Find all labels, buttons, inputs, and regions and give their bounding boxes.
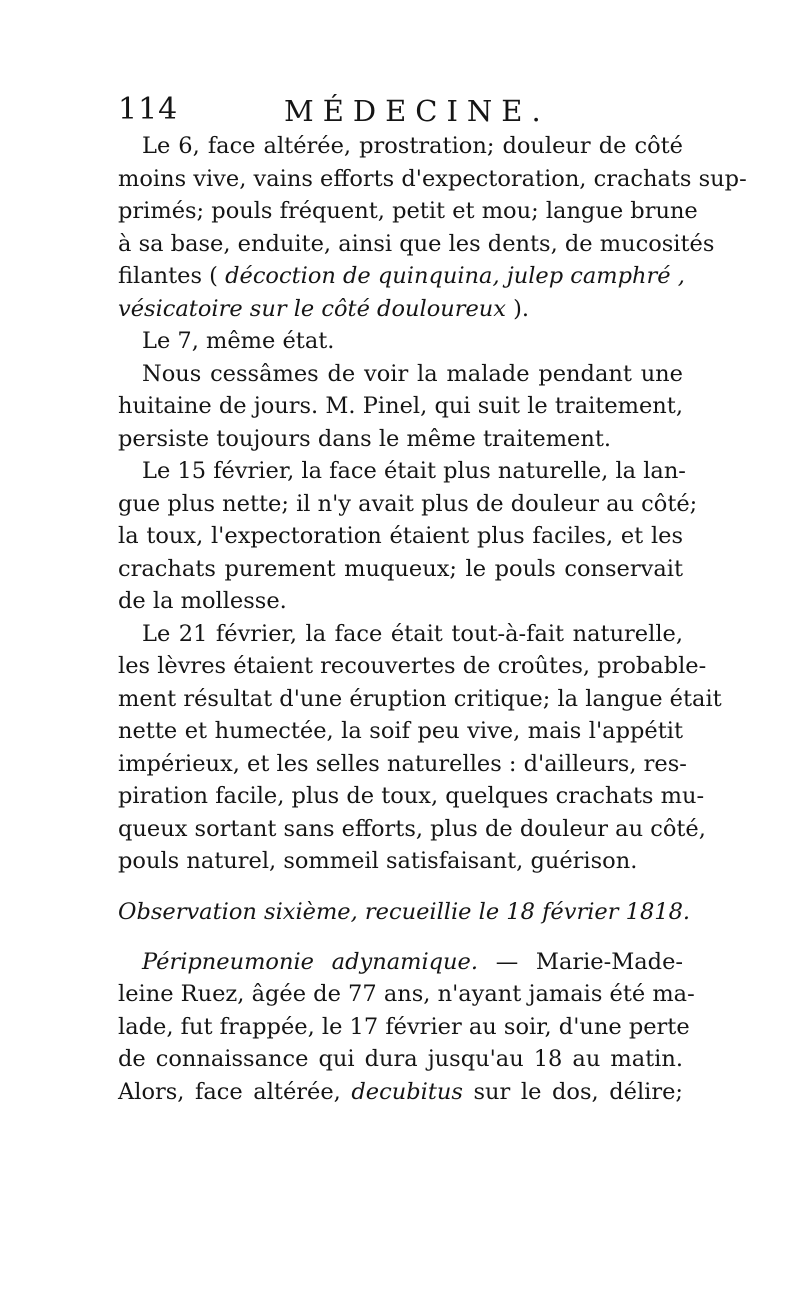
italic-span: decubitus bbox=[351, 1078, 463, 1105]
text-line: persiste toujours dans le même traitement. bbox=[118, 425, 612, 452]
text-line: Nous cessâmes de voir la malade pendant une bbox=[142, 360, 683, 387]
text-line: Le 6, face altérée, prostration; douleur de côté bbox=[142, 133, 683, 159]
text-span: sur le dos, délire; bbox=[462, 1078, 683, 1105]
text-line: Le 15 février, la face était plus naturelle, la lan- bbox=[142, 458, 686, 484]
page-number: 114 bbox=[118, 92, 179, 127]
text-line: piration facile, plus de toux, quelques crachats mu- bbox=[118, 783, 705, 809]
text-line bbox=[118, 1076, 683, 1109]
text-line: la toux, l'expectoration étaient plus faciles, et les bbox=[118, 523, 683, 549]
paragraph bbox=[118, 130, 747, 325]
text-line: huitaine de jours. M. Pinel, qui suit le traitement, bbox=[118, 393, 683, 419]
text-line: impérieux, et les selles naturelles : d'ailleurs, res- bbox=[118, 750, 687, 777]
paragraph bbox=[118, 455, 698, 618]
text-line: queux sortant sans efforts, plus de douleur au côté, bbox=[118, 815, 706, 842]
running-head: MÉDECINE. bbox=[284, 94, 550, 128]
paragraph bbox=[118, 946, 695, 1109]
text-line: lade, fut frappée, le 17 février au soir, d'une perte bbox=[118, 1013, 690, 1040]
text-line: pouls naturel, sommeil satisfaisant, guérison. bbox=[118, 848, 638, 874]
text-line: Le 7, même état. bbox=[142, 328, 335, 354]
text-line bbox=[118, 260, 683, 293]
text-line: de la mollesse. bbox=[118, 588, 287, 614]
text-line bbox=[118, 946, 683, 979]
spacer bbox=[118, 878, 683, 892]
body-text bbox=[118, 130, 747, 1108]
italic-span: vésicatoire sur le côté douloureux bbox=[118, 295, 506, 322]
text-span: — Marie-Made- bbox=[478, 948, 683, 975]
spacer bbox=[118, 932, 683, 946]
text-line: les lèvres étaient recouvertes de croûtes, probable- bbox=[118, 653, 707, 679]
text-line: Le 21 février, la face était tout-à-fait naturelle, bbox=[142, 620, 683, 647]
italic-span: décoction de quinquina, julep camphré , bbox=[225, 263, 685, 289]
observation-heading: Observation sixième, recueillie le 18 février 1818. bbox=[118, 898, 691, 925]
page-header bbox=[118, 92, 688, 132]
text-line: crachats purement muqueux; le pouls conservait bbox=[118, 555, 683, 582]
text-line: ment résultat d'une éruption critique; la langue était bbox=[118, 685, 722, 712]
text-line: nette et humectée, la soif peu vive, mais l'appétit bbox=[118, 718, 683, 744]
paragraph bbox=[118, 358, 683, 456]
text-line: primés; pouls fréquent, petit et mou; langue brune bbox=[118, 198, 698, 224]
text-line: à sa base, enduite, ainsi que les dents, de mucosités bbox=[118, 230, 715, 257]
text-span: Alors, face altérée, bbox=[118, 1078, 352, 1105]
paragraph bbox=[118, 618, 722, 878]
text-line: leine Ruez, âgée de 77 ans, n'ayant jamais été ma- bbox=[118, 981, 695, 1007]
text-line: moins vive, vains efforts d'expectoration, crachats sup- bbox=[118, 165, 747, 192]
italic-span: Péripneumonie adynamique. bbox=[142, 948, 479, 975]
text-line: gue plus nette; il n'y avait plus de douleur au côté; bbox=[118, 490, 698, 517]
text-span: ). bbox=[505, 295, 530, 322]
text-span: filantes ( bbox=[118, 263, 226, 289]
text-line: de connaissance qui dura jusqu'au 18 au matin. bbox=[118, 1046, 683, 1072]
paragraph bbox=[118, 325, 683, 358]
text-line bbox=[118, 293, 683, 326]
